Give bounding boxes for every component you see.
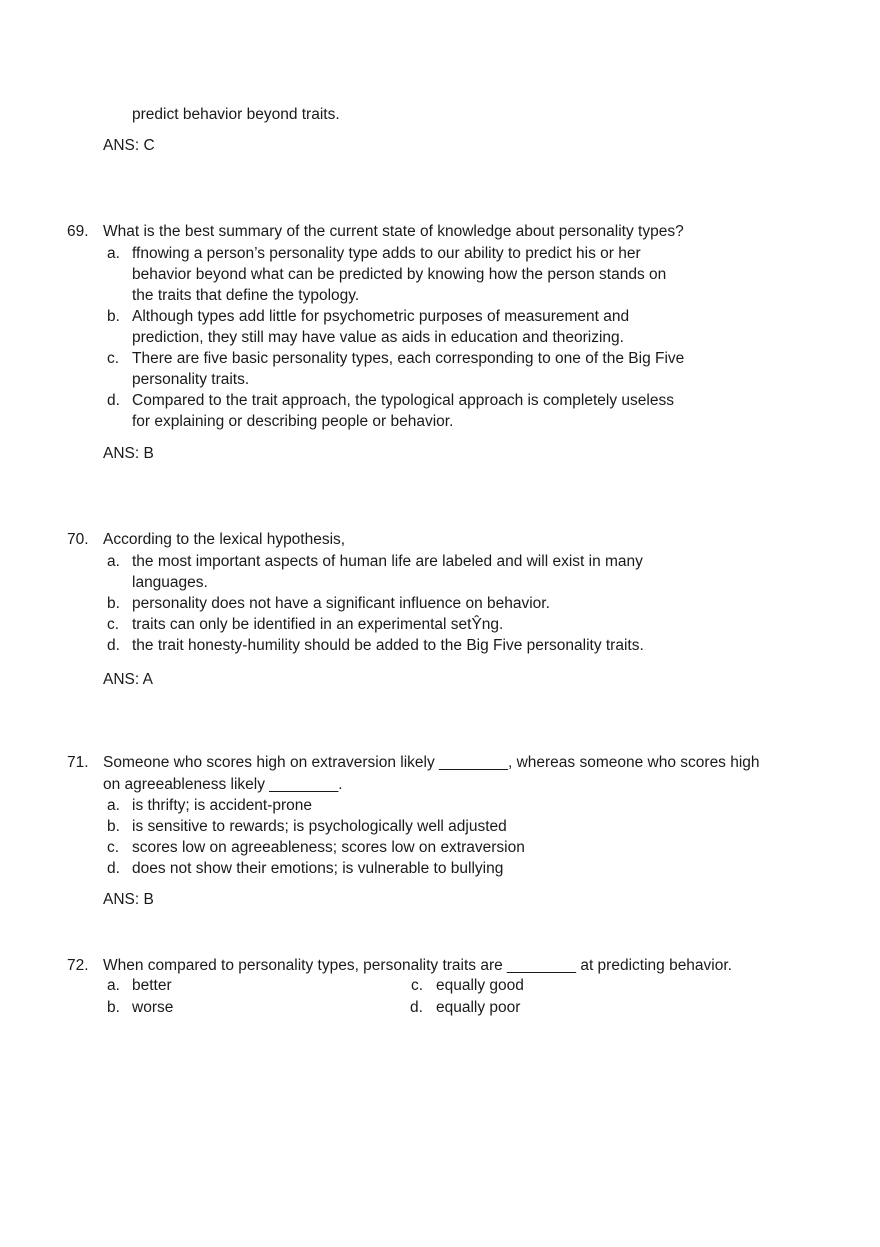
option-b: [67, 306, 787, 348]
question-number: 72.: [67, 957, 89, 974]
option-text: ffnowing a person’s personality type adds to our ability to predict his or her behavior beyond what can be predicted by knowing how the person stands on the traits that define the typology.: [132, 244, 667, 304]
option-letter: a.: [107, 797, 120, 814]
question-70: [67, 529, 787, 656]
answer-71: ANS: B: [103, 891, 154, 908]
option-c: [67, 837, 787, 858]
option-letter: a.: [107, 977, 120, 994]
option-letter: c.: [411, 977, 424, 994]
option-letter: b.: [107, 818, 120, 835]
option-letter: c.: [107, 349, 120, 367]
option-text: There are five basic personality types, each corresponding to one of the Big Five personality traits.: [132, 349, 685, 388]
answer-68: ANS: C: [103, 137, 155, 154]
option-a: [67, 795, 787, 816]
option-d: [67, 635, 787, 656]
option-a: [67, 551, 787, 593]
option-text: is thrifty; is accident-prone: [132, 797, 313, 814]
option-letter: b.: [107, 307, 120, 325]
option-b: [67, 816, 787, 837]
option-letter: d.: [107, 860, 120, 877]
option-text: the most important aspects of human life are labeled and will exist in many languages.: [132, 552, 643, 591]
question-69: [67, 221, 787, 432]
question-stem: When compared to personality types, personality traits are ________ at predicting behavior.: [103, 957, 732, 974]
option-b: [67, 593, 787, 614]
question-number: 69.: [67, 223, 89, 240]
option-letter: c.: [107, 839, 120, 856]
question-72: [67, 955, 787, 977]
answer-70: ANS: A: [103, 671, 153, 688]
option-text: Although types add little for psychometric purposes of measurement and prediction, they still may have value as aids in education and theorizing.: [132, 307, 630, 346]
option-d: [67, 390, 787, 432]
option-text: does not show their emotions; is vulnerable to bullying: [132, 860, 504, 877]
option-text: is sensitive to rewards; is psychologically well adjusted: [132, 818, 507, 835]
question-71: [67, 752, 787, 879]
option-text: Compared to the trait approach, the typological approach is completely useless for explaining or describing people or behavior.: [132, 391, 674, 430]
option-text: traits can only be identified in an experimental setŶng.: [132, 615, 504, 633]
option-letter: d.: [107, 636, 120, 654]
question-stem: What is the best summary of the current state of knowledge about personality types?: [103, 223, 684, 240]
option-letter: b.: [107, 594, 120, 612]
question-number: 70.: [67, 531, 89, 548]
option-letter: a.: [107, 552, 120, 570]
question-number: 71.: [67, 754, 89, 771]
option-letter: b.: [107, 999, 120, 1016]
option-letter: d.: [410, 999, 423, 1016]
question-stem: Someone who scores high on extraversion likely ________, whereas someone who scores high: [103, 754, 760, 771]
answer-69: ANS: B: [103, 445, 154, 462]
option-text: personality does not have a significant influence on behavior.: [132, 594, 550, 612]
option-letter: a.: [107, 244, 120, 262]
option-text: better: [132, 977, 172, 994]
continuation-text: predict behavior beyond traits.: [132, 106, 340, 123]
option-text: worse: [132, 999, 174, 1016]
option-text: the trait honesty-humility should be added to the Big Five personality traits.: [132, 636, 644, 654]
option-c: [67, 348, 787, 390]
option-text: equally good: [436, 977, 524, 994]
option-c: [67, 614, 787, 635]
question-stem-continued: on agreeableness likely ________.: [103, 775, 343, 793]
option-d: [67, 858, 787, 879]
option-letter: c.: [107, 615, 120, 633]
question-stem: According to the lexical hypothesis,: [103, 531, 346, 548]
option-text: scores low on agreeableness; scores low on extraversion: [132, 839, 525, 856]
option-a: [67, 243, 787, 306]
option-text: equally poor: [436, 999, 521, 1016]
option-letter: d.: [107, 391, 120, 409]
